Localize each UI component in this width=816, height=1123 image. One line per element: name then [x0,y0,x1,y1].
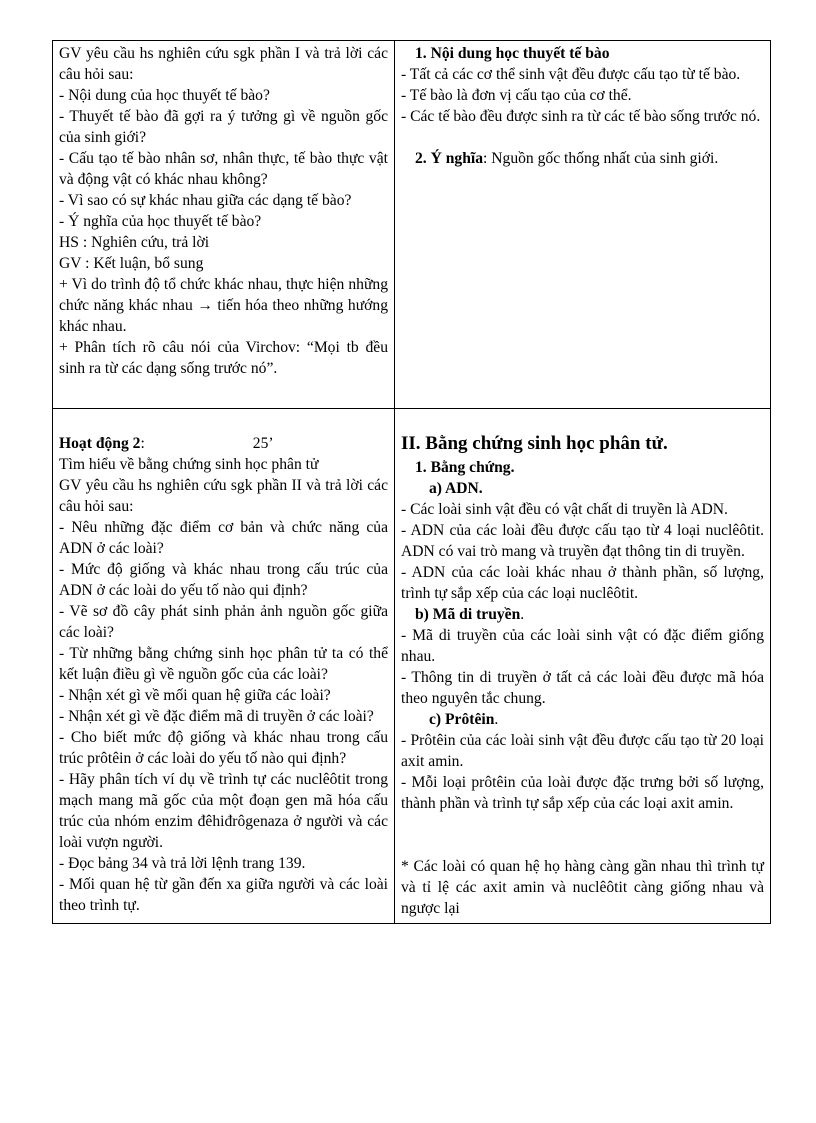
paragraph: Tìm hiểu về bằng chứng sinh học phân tử [59,456,319,473]
paragraph: HS : Nghiên cứu, trả lời [59,234,210,251]
row1-right-cell [395,41,771,409]
question: - Ý nghĩa của học thuyết tế bào? [59,213,262,230]
list-item: - Các loài sinh vật đều có vật chất di truyền là ADN. [401,501,728,518]
subheading [401,604,764,625]
activity-time: 25’ [252,435,274,452]
list-item: - Tất cả các cơ thể sinh vật đều được cấu tạo từ tế bào. [401,66,741,83]
subheading-dot: . [494,711,499,728]
row2-right-cell [395,409,771,924]
subheading-label: b) Mã di truyền [415,606,521,623]
row1-left-cell [53,41,395,409]
activity-label: Hoạt động 2 [59,435,141,452]
question: - Mối quan hệ từ gần đến xa giữa người và các loài theo trình tự. [59,876,388,914]
heading: 1. Nội dung học thuyết tế bào [415,45,610,62]
activity-heading [59,433,388,454]
list-item: - Thông tin di truyền ở tất cả các loài đều được mã hóa theo nguyên tắc chung. [401,669,764,707]
list-item: - Mã di truyền của các loài sinh vật có đặc điểm giống nhau. [401,627,764,665]
question: - Từ những bằng chứng sinh học phân tử ta có thể kết luận điều gì về nguồn gốc của các loài? [59,645,388,683]
note: * Các loài có quan hệ họ hàng càng gần nhau thì trình tự và tỉ lệ các axit amin và nuclêôtit càng giống nhau và ngược lại [401,858,764,917]
section-title: II. Bằng chứng sinh học phân tử. [401,433,668,454]
question: - Vẽ sơ đồ cây phát sinh phản ảnh nguồn gốc giữa các loài? [59,603,388,641]
paragraph: + Vì do trình độ tổ chức khác nhau, thực hiện những chức năng khác nhau → tiến hóa theo những hướng khác nhau. [59,276,388,335]
table-row [53,41,771,409]
question: - Thuyết tế bào đã gợi ra ý tưởng gì về nguồn gốc của sinh giới? [59,108,388,146]
question: - Mức độ giống và khác nhau trong cấu trúc của ADN ở các loài do yếu tố nào qui định? [59,561,388,599]
paragraph: GV yêu cầu hs nghiên cứu sgk phần I và trả lời các câu hỏi sau: [59,45,388,83]
paragraph: GV yêu cầu hs nghiên cứu sgk phần II và trả lời các câu hỏi sau: [59,477,388,515]
question: - Nhận xét gì về mối quan hệ giữa các loài? [59,687,331,704]
table-row [53,409,771,924]
lesson-table [52,40,771,924]
paragraph: + Phân tích rõ câu nói của Virchov: “Mọi tb đều sinh ra từ các dạng sống trước nó”. [59,339,388,377]
list-item: - Mỗi loại prôtêin của loài được đặc trưng bởi số lượng, thành phần và trình tự sắp xếp của các loại axit amin. [401,774,764,812]
question: - Cấu tạo tế bào nhân sơ, nhân thực, tế bào thực vật và động vật có khác nhau không? [59,150,388,188]
paragraph: GV : Kết luận, bổ sung [59,255,204,272]
question: - Nhận xét gì về đặc điểm mã di truyền ở các loài? [59,708,374,725]
question: - Hãy phân tích ví dụ về trình tự các nuclêôtit trong mạch mang mã gốc của một đoạn gen mã hóa cấu trúc của nhóm enzim đêhiđrôgenaza ở người và các loài vượn người. [59,771,388,851]
paragraph-text: : Nguồn gốc thống nhất của sinh giới. [483,150,719,167]
list-item: - Prôtêin của các loài sinh vật đều được cấu tạo từ 20 loại axit amin. [401,732,764,770]
subheading-dot: . [520,606,525,623]
question: - Cho biết mức độ giống và khác nhau trong cấu trúc prôtêin ở các loài do yếu tố nào qui định? [59,729,388,767]
subheading [401,709,764,730]
row2-left-cell [53,409,395,924]
subheading: a) ADN. [429,480,483,497]
subheading-label: c) Prôtêin [429,711,495,728]
list-item: - Các tế bào đều được sinh ra từ các tế bào sống trước nó. [401,108,761,125]
question: - Nội dung của học thuyết tế bào? [59,87,270,104]
question: - Vì sao có sự khác nhau giữa các dạng tế bào? [59,192,352,209]
paragraph [401,148,764,169]
question: - Nêu những đặc điểm cơ bản và chức năng của ADN ở các loài? [59,519,388,557]
activity-colon: : [140,435,145,452]
list-item: - ADN của các loài khác nhau ở thành phần, số lượng, trình tự sắp xếp của các loại nuclêôtit. [401,564,764,602]
list-item: - Tế bào là đơn vị cấu tạo của cơ thể. [401,87,632,104]
subheading: 1. Bằng chứng. [415,459,515,476]
list-item: - ADN của các loài đều được cấu tạo từ 4 loại nuclêôtit. ADN có vai trò mang và truyền đạt thông tin di truyền. [401,522,764,560]
heading: 2. Ý nghĩa [415,150,484,167]
question: - Đọc bảng 34 và trả lời lệnh trang 139. [59,855,306,872]
